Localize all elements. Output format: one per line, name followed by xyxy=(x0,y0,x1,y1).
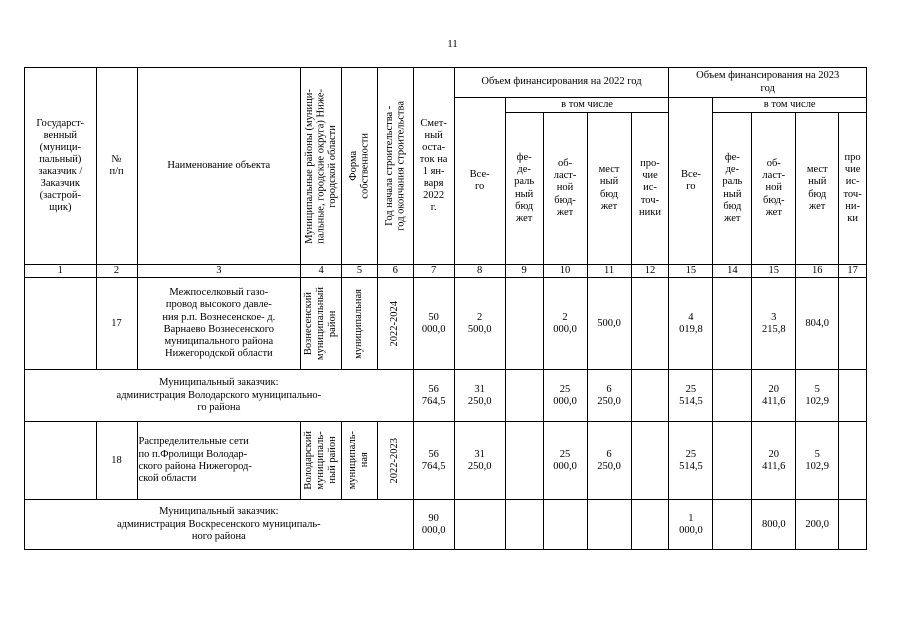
row-total-2022: 2 500,0 xyxy=(454,278,505,370)
row-federal-2023 xyxy=(713,422,752,500)
row-other-2023 xyxy=(839,278,867,370)
row-years-cell xyxy=(377,278,413,370)
header-object-name: Наименование объекта xyxy=(137,68,301,265)
column-number: 5 xyxy=(342,265,378,278)
header-regional-2022: об- ласт- ной бюд- жет xyxy=(543,113,587,265)
table-row xyxy=(25,422,867,500)
row-years-cell xyxy=(377,422,413,500)
column-number: 8 xyxy=(454,265,505,278)
row-object-name: Распределительные сети по п.Фролищи Володар- ского района Нижегород- ской области xyxy=(137,422,301,500)
summary-regional-2022: 25 000,0 xyxy=(543,370,587,422)
header-local-2022: мест ный бюд жет xyxy=(587,113,631,265)
header-regional-2023: об- ласт- ной бюд- жет xyxy=(752,113,796,265)
summary-balance: 56 764,5 xyxy=(413,370,454,422)
header-including-2023: в том числе xyxy=(713,98,867,113)
summary-label: Муниципальный заказчик: администрация Володарского муниципально- го района xyxy=(25,370,414,422)
row-balance: 56 764,5 xyxy=(413,422,454,500)
row-local-2023: 5 102,9 xyxy=(796,422,839,500)
row-local-2023: 804,0 xyxy=(796,278,839,370)
summary-federal-2022 xyxy=(505,370,543,422)
row-years: 2022-2023 xyxy=(389,437,401,484)
header-row-1 xyxy=(25,68,867,98)
header-estimated-balance: Смет- ный оста- ток на 1 ян- варя 2022 г. xyxy=(413,68,454,265)
summary-regional-2023: 800,0 xyxy=(752,500,796,550)
column-number: 1 xyxy=(25,265,97,278)
summary-other-2022 xyxy=(631,370,669,422)
row-total-2023: 4 019,8 xyxy=(669,278,713,370)
row-district: Володарский муниципаль- ный район xyxy=(303,431,339,490)
summary-other-2023 xyxy=(839,500,867,550)
summary-local-2022: 6 250,0 xyxy=(587,370,631,422)
summary-local-2023: 200,0 xyxy=(796,500,839,550)
summary-federal-2022 xyxy=(505,500,543,550)
column-number: 15 xyxy=(669,265,713,278)
header-local-2023: мест ный бюд жет xyxy=(796,113,839,265)
row-other-2022 xyxy=(631,422,669,500)
row-ownership: муниципальная xyxy=(353,288,365,359)
row-ownership: муниципаль- ная xyxy=(347,431,371,490)
summary-local-2022 xyxy=(587,500,631,550)
column-number: 3 xyxy=(137,265,301,278)
summary-federal-2023 xyxy=(713,500,752,550)
column-number: 9 xyxy=(505,265,543,278)
column-number: 14 xyxy=(713,265,752,278)
row-local-2022: 500,0 xyxy=(587,278,631,370)
row-other-2023 xyxy=(839,422,867,500)
header-total-2022: Все- го xyxy=(454,98,505,265)
summary-regional-2022 xyxy=(543,500,587,550)
row-total-2023: 25 514,5 xyxy=(669,422,713,500)
row-index: 18 xyxy=(96,422,137,500)
row-regional-2022: 25 000,0 xyxy=(543,422,587,500)
column-number-row xyxy=(25,265,867,278)
column-number: 7 xyxy=(413,265,454,278)
header-total-2023: Все- го xyxy=(669,98,713,265)
summary-total-2022 xyxy=(454,500,505,550)
column-number: 6 xyxy=(377,265,413,278)
column-number: 11 xyxy=(587,265,631,278)
row-balance: 50 000,0 xyxy=(413,278,454,370)
summary-total-2023: 1 000,0 xyxy=(669,500,713,550)
row-ownership-cell xyxy=(342,422,378,500)
row-other-2022 xyxy=(631,278,669,370)
column-number: 16 xyxy=(796,265,839,278)
column-number: 12 xyxy=(631,265,669,278)
summary-total-2023: 25 514,5 xyxy=(669,370,713,422)
row-district-cell xyxy=(301,278,342,370)
summary-row xyxy=(25,370,867,422)
row-regional-2023: 20 411,6 xyxy=(752,422,796,500)
column-number: 10 xyxy=(543,265,587,278)
header-customer: Государст- венный (муници- пальный) заказчик / Заказчик (застрой- щик) xyxy=(25,68,97,265)
row-federal-2022 xyxy=(505,278,543,370)
header-district: Муниципальные районы (муници- пальные, городские округа) Ниже- городской области xyxy=(303,88,338,244)
header-district-cell xyxy=(301,68,342,265)
summary-row xyxy=(25,500,867,550)
row-local-2022: 6 250,0 xyxy=(587,422,631,500)
row-years: 2022-2024 xyxy=(389,300,401,347)
row-federal-2022 xyxy=(505,422,543,500)
summary-balance: 90 000,0 xyxy=(413,500,454,550)
table-row xyxy=(25,278,867,370)
summary-local-2023: 5 102,9 xyxy=(796,370,839,422)
header-funding-2023: Объем финансирования на 2023 год xyxy=(669,68,867,98)
header-ownership: Форма собственности xyxy=(347,133,371,199)
header-other-2022: про- чие ис- точ- ники xyxy=(631,113,669,265)
header-years: Год начала строительства - год окончания строительства xyxy=(383,101,407,231)
row-customer-empty xyxy=(25,278,97,370)
row-index: 17 xyxy=(96,278,137,370)
summary-regional-2023: 20 411,6 xyxy=(752,370,796,422)
financing-table xyxy=(24,67,867,550)
header-funding-2022: Объем финансирования на 2022 год xyxy=(454,68,669,98)
header-federal-2023: фе- де- раль ный бюд жет xyxy=(713,113,752,265)
row-object-name: Межпоселковый газо- провод высокого давле- ния р.п. Вознесенское- д. Варнаево Вознесенского муниципального района Нижегородской области xyxy=(137,278,301,370)
header-federal-2022: фе- де- раль ный бюд жет xyxy=(505,113,543,265)
summary-other-2023 xyxy=(839,370,867,422)
summary-label: Муниципальный заказчик: администрация Воскресенского муниципаль- ного района xyxy=(25,500,414,550)
summary-total-2022: 31 250,0 xyxy=(454,370,505,422)
summary-federal-2023 xyxy=(713,370,752,422)
row-customer-empty xyxy=(25,422,97,500)
row-regional-2022: 2 000,0 xyxy=(543,278,587,370)
row-federal-2023 xyxy=(713,278,752,370)
column-number: 4 xyxy=(301,265,342,278)
row-district-cell xyxy=(301,422,342,500)
column-number: 17 xyxy=(839,265,867,278)
row-total-2022: 31 250,0 xyxy=(454,422,505,500)
header-years-cell xyxy=(377,68,413,265)
row-ownership-cell xyxy=(342,278,378,370)
row-district: Вознесенский муниципальный район xyxy=(303,287,339,361)
header-index: № п/п xyxy=(96,68,137,265)
row-regional-2023: 3 215,8 xyxy=(752,278,796,370)
column-number: 2 xyxy=(96,265,137,278)
header-other-2023: про чие ис- точ- ни- ки xyxy=(839,113,867,265)
header-including-2022: в том числе xyxy=(505,98,669,113)
header-ownership-cell xyxy=(342,68,378,265)
summary-other-2022 xyxy=(631,500,669,550)
page-number: 11 xyxy=(447,38,458,50)
column-number: 15 xyxy=(752,265,796,278)
